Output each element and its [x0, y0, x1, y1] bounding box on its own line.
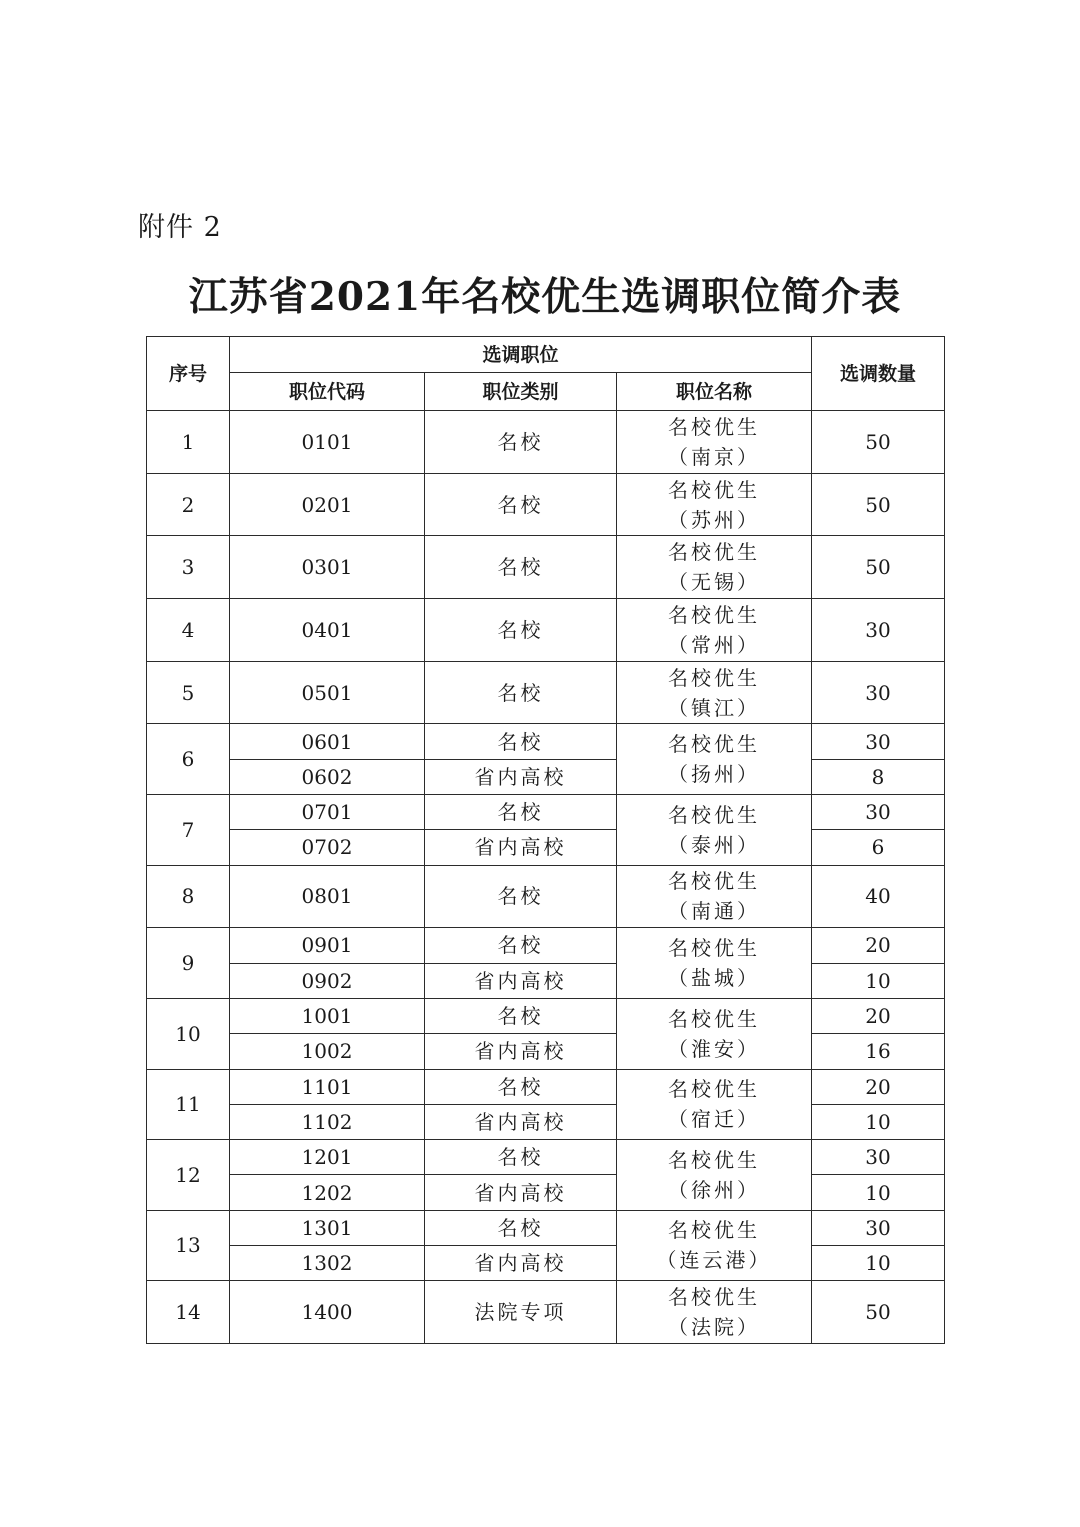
cell-seq: 3 — [147, 536, 230, 599]
cell-position-name — [617, 865, 812, 928]
cell-code: 0301 — [230, 536, 425, 599]
table-row — [147, 724, 945, 759]
cell-seq: 8 — [147, 865, 230, 928]
cell-quantity: 8 — [812, 759, 945, 794]
position-name-line2: （宿迁） — [668, 1107, 760, 1132]
header-name: 职位名称 — [617, 373, 812, 411]
table-row — [147, 1210, 945, 1245]
table-row — [147, 1034, 945, 1069]
cell-quantity: 50 — [812, 473, 945, 536]
table-row — [147, 1245, 945, 1280]
table-row — [147, 998, 945, 1033]
table-row — [147, 473, 945, 536]
cell-position-name — [617, 1281, 812, 1344]
table-row — [147, 830, 945, 865]
cell-position-name — [617, 1140, 812, 1211]
cell-code: 0902 — [230, 963, 425, 998]
position-name-line2: （无锡） — [668, 570, 760, 595]
position-name-line2: （苏州） — [668, 507, 760, 532]
cell-category: 名校 — [425, 724, 617, 759]
table-row — [147, 1104, 945, 1139]
table-row — [147, 795, 945, 830]
cell-category: 省内高校 — [425, 1104, 617, 1139]
cell-quantity: 30 — [812, 599, 945, 662]
position-name-line2: （常州） — [668, 632, 760, 657]
header-seq: 序号 — [147, 337, 230, 411]
cell-seq: 11 — [147, 1069, 230, 1140]
cell-quantity: 30 — [812, 795, 945, 830]
position-name-line2: （南京） — [668, 444, 760, 469]
table-row — [147, 928, 945, 963]
cell-code: 1201 — [230, 1140, 425, 1175]
table-row — [147, 865, 945, 928]
position-name-line2: （南通） — [668, 899, 760, 924]
cell-category: 省内高校 — [425, 1245, 617, 1280]
position-name-line1: 名校优生 — [668, 540, 760, 565]
cell-code: 1101 — [230, 1069, 425, 1104]
cell-quantity: 10 — [812, 1245, 945, 1280]
cell-code: 1301 — [230, 1210, 425, 1245]
cell-quantity: 10 — [812, 1175, 945, 1210]
cell-seq: 1 — [147, 411, 230, 474]
header-code: 职位代码 — [230, 373, 425, 411]
cell-code: 0401 — [230, 599, 425, 662]
table-row — [147, 1175, 945, 1210]
cell-seq: 6 — [147, 724, 230, 795]
cell-code: 0101 — [230, 411, 425, 474]
position-name-line1: 名校优生 — [668, 732, 760, 757]
cell-code: 1302 — [230, 1245, 425, 1280]
position-name-line2: （连云港） — [656, 1248, 772, 1273]
cell-position-name — [617, 473, 812, 536]
cell-seq: 4 — [147, 599, 230, 662]
table-row — [147, 536, 945, 599]
table-body — [147, 411, 945, 1344]
cell-code: 1102 — [230, 1104, 425, 1139]
cell-position-name — [617, 998, 812, 1069]
cell-category: 名校 — [425, 661, 617, 724]
position-name-line1: 名校优生 — [668, 1077, 760, 1102]
cell-category: 省内高校 — [425, 759, 617, 794]
cell-category: 省内高校 — [425, 830, 617, 865]
cell-quantity: 40 — [812, 865, 945, 928]
position-name-line2: （淮安） — [668, 1036, 760, 1061]
cell-quantity: 6 — [812, 830, 945, 865]
cell-code: 1400 — [230, 1281, 425, 1344]
cell-quantity: 50 — [812, 411, 945, 474]
header-position-group: 选调职位 — [230, 337, 812, 373]
cell-quantity: 30 — [812, 1140, 945, 1175]
cell-seq: 10 — [147, 998, 230, 1069]
cell-quantity: 50 — [812, 1281, 945, 1344]
header-quantity: 选调数量 — [812, 337, 945, 411]
table-row — [147, 661, 945, 724]
position-name-line2: （镇江） — [668, 695, 760, 720]
cell-category: 名校 — [425, 1069, 617, 1104]
cell-category: 名校 — [425, 928, 617, 963]
cell-code: 0901 — [230, 928, 425, 963]
position-name-line1: 名校优生 — [668, 1285, 760, 1310]
cell-position-name — [617, 1210, 812, 1281]
table-row — [147, 599, 945, 662]
cell-quantity: 30 — [812, 661, 945, 724]
cell-position-name — [617, 536, 812, 599]
cell-quantity: 20 — [812, 998, 945, 1033]
cell-seq: 14 — [147, 1281, 230, 1344]
cell-quantity: 10 — [812, 1104, 945, 1139]
attachment-label: 附件 2 — [138, 212, 222, 243]
cell-category: 省内高校 — [425, 1175, 617, 1210]
cell-code: 0702 — [230, 830, 425, 865]
position-name-line1: 名校优生 — [668, 1147, 760, 1172]
cell-category: 省内高校 — [425, 1034, 617, 1069]
table-row — [147, 1069, 945, 1104]
cell-position-name — [617, 661, 812, 724]
position-name-line1: 名校优生 — [668, 1006, 760, 1031]
cell-seq: 12 — [147, 1140, 230, 1211]
cell-category: 省内高校 — [425, 963, 617, 998]
position-name-line1: 名校优生 — [668, 1218, 760, 1243]
position-name-line2: （泰州） — [668, 832, 760, 857]
cell-code: 0601 — [230, 724, 425, 759]
positions-table — [146, 336, 945, 1344]
cell-quantity: 10 — [812, 963, 945, 998]
cell-quantity: 50 — [812, 536, 945, 599]
position-name-line1: 名校优生 — [668, 869, 760, 894]
position-name-line2: （法院） — [668, 1315, 760, 1340]
cell-quantity: 20 — [812, 928, 945, 963]
cell-quantity: 30 — [812, 1210, 945, 1245]
cell-seq: 13 — [147, 1210, 230, 1281]
cell-category: 名校 — [425, 795, 617, 830]
document-title: 江苏省2021年名校优生选调职位简介表 — [188, 274, 902, 320]
cell-category: 名校 — [425, 1140, 617, 1175]
table-row — [147, 1140, 945, 1175]
cell-position-name — [617, 599, 812, 662]
cell-quantity: 16 — [812, 1034, 945, 1069]
cell-quantity: 30 — [812, 724, 945, 759]
cell-category: 名校 — [425, 998, 617, 1033]
position-name-line2: （盐城） — [668, 966, 760, 991]
position-name-line1: 名校优生 — [668, 414, 760, 439]
header-category: 职位类别 — [425, 373, 617, 411]
cell-seq: 2 — [147, 473, 230, 536]
cell-code: 0501 — [230, 661, 425, 724]
cell-position-name — [617, 1069, 812, 1140]
table-header — [147, 337, 945, 411]
cell-category: 名校 — [425, 1210, 617, 1245]
cell-seq: 5 — [147, 661, 230, 724]
cell-position-name — [617, 928, 812, 999]
cell-code: 1202 — [230, 1175, 425, 1210]
position-name-line1: 名校优生 — [668, 802, 760, 827]
table-row — [147, 411, 945, 474]
cell-position-name — [617, 795, 812, 866]
cell-code: 1002 — [230, 1034, 425, 1069]
cell-position-name — [617, 724, 812, 795]
position-name-line1: 名校优生 — [668, 602, 760, 627]
cell-seq: 9 — [147, 928, 230, 999]
cell-code: 0701 — [230, 795, 425, 830]
cell-category: 名校 — [425, 865, 617, 928]
cell-quantity: 20 — [812, 1069, 945, 1104]
cell-code: 0201 — [230, 473, 425, 536]
position-name-line1: 名校优生 — [668, 936, 760, 961]
cell-category: 法院专项 — [425, 1281, 617, 1344]
position-name-line2: （扬州） — [668, 762, 760, 787]
cell-code: 1001 — [230, 998, 425, 1033]
table-row — [147, 759, 945, 794]
cell-code: 0602 — [230, 759, 425, 794]
cell-category: 名校 — [425, 473, 617, 536]
cell-code: 0801 — [230, 865, 425, 928]
cell-category: 名校 — [425, 599, 617, 662]
cell-seq: 7 — [147, 795, 230, 866]
cell-position-name — [617, 411, 812, 474]
cell-category: 名校 — [425, 411, 617, 474]
table-row — [147, 1281, 945, 1344]
table-row — [147, 963, 945, 998]
position-name-line2: （徐州） — [668, 1177, 760, 1202]
position-name-line1: 名校优生 — [668, 665, 760, 690]
cell-category: 名校 — [425, 536, 617, 599]
position-name-line1: 名校优生 — [668, 477, 760, 502]
